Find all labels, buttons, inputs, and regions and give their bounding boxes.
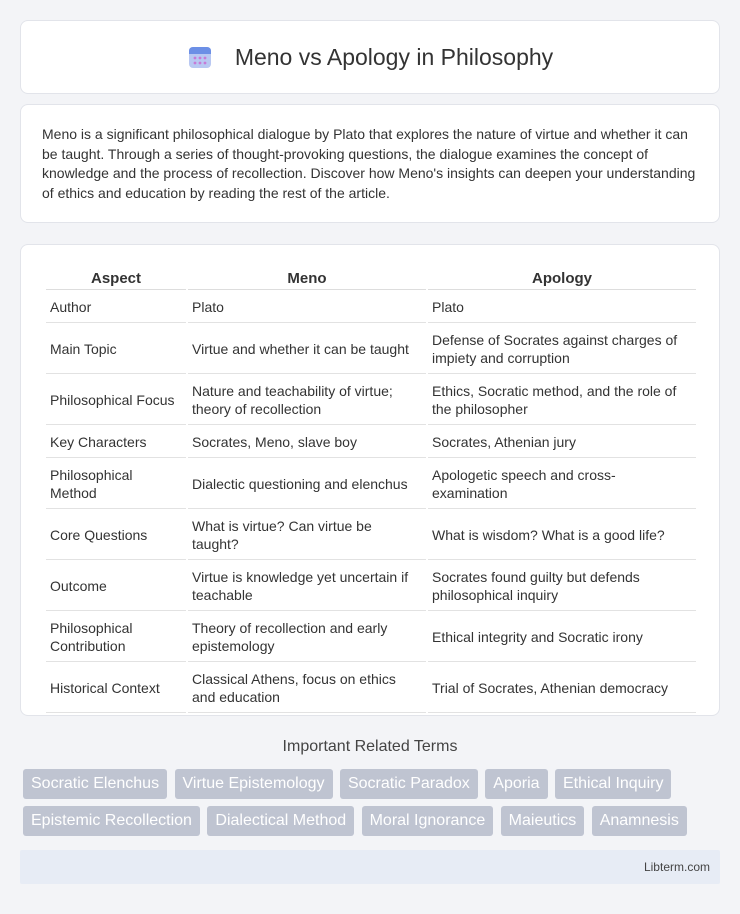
cell-apology: Socrates, Athenian jury xyxy=(428,427,696,458)
related-term-tag[interactable]: Moral Ignorance xyxy=(362,806,494,836)
header-meno: Meno xyxy=(188,267,426,290)
cell-meno: Socrates, Meno, slave boy xyxy=(188,427,426,458)
table-row xyxy=(46,325,696,374)
cell-apology: What is wisdom? What is a good life? xyxy=(428,511,696,560)
cell-meno: Theory of recollection and early epistemology xyxy=(188,613,426,662)
cell-apology: Trial of Socrates, Athenian democracy xyxy=(428,664,696,713)
related-term-tag[interactable]: Anamnesis xyxy=(592,806,687,836)
table-row xyxy=(46,562,696,611)
cell-apology: Defense of Socrates against charges of impiety and corruption xyxy=(428,325,696,374)
related-term-tag[interactable]: Dialectical Method xyxy=(207,806,354,836)
cell-aspect: Philosophical Contribution xyxy=(46,613,186,662)
footer-link[interactable]: Libterm.com xyxy=(643,860,710,874)
cell-aspect: Philosophical Method xyxy=(46,460,186,509)
related-term-tag[interactable]: Socratic Elenchus xyxy=(23,769,167,799)
header-aspect: Aspect xyxy=(46,267,186,290)
cell-aspect: Core Questions xyxy=(46,511,186,560)
cell-meno: Virtue and whether it can be taught xyxy=(188,325,426,374)
cell-meno: Virtue is knowledge yet uncertain if teachable xyxy=(188,562,426,611)
comparison-table xyxy=(44,265,698,715)
related-term-tag[interactable]: Socratic Paradox xyxy=(340,769,478,799)
related-term-tag[interactable]: Maieutics xyxy=(501,806,585,836)
header-apology: Apology xyxy=(428,267,696,290)
related-term-tag[interactable]: Epistemic Recollection xyxy=(23,806,200,836)
table-header-row xyxy=(46,267,696,290)
cell-aspect: Main Topic xyxy=(46,325,186,374)
cell-meno: Plato xyxy=(188,292,426,323)
calendar-grid-icon xyxy=(187,44,213,70)
cell-aspect: Outcome xyxy=(46,562,186,611)
intro-text: Meno is a significant philosophical dialogue by Plato that explores the nature of virtue and whether it can be taught. Through a series of thought-provoking questions, the dialogue examines the concept of knowledge and the process of recollection. Discover how Meno's insights can deepen your understanding of ethics and education by reading the rest of the article. xyxy=(42,126,696,201)
related-term-tag[interactable]: Aporia xyxy=(485,769,547,799)
intro-card xyxy=(20,104,720,223)
cell-apology: Apologetic speech and cross-examination xyxy=(428,460,696,509)
table-row xyxy=(46,376,696,425)
cell-aspect: Key Characters xyxy=(46,427,186,458)
cell-apology: Socrates found guilty but defends philosophical inquiry xyxy=(428,562,696,611)
table-row xyxy=(46,664,696,713)
title-card xyxy=(20,20,720,94)
table-row xyxy=(46,292,696,323)
comparison-card xyxy=(20,244,720,716)
cell-apology: Ethics, Socratic method, and the role of the philosopher xyxy=(428,376,696,425)
cell-meno: Classical Athens, focus on ethics and education xyxy=(188,664,426,713)
cell-aspect: Author xyxy=(46,292,186,323)
related-terms-title: Important Related Terms xyxy=(282,738,458,755)
cell-meno: What is virtue? Can virtue be taught? xyxy=(188,511,426,560)
table-row xyxy=(46,511,696,560)
table-row xyxy=(46,427,696,458)
cell-meno: Nature and teachability of virtue; theory of recollection xyxy=(188,376,426,425)
related-term-tag[interactable]: Ethical Inquiry xyxy=(555,769,672,799)
cell-meno: Dialectic questioning and elenchus xyxy=(188,460,426,509)
cell-aspect: Historical Context xyxy=(46,664,186,713)
table-row xyxy=(46,613,696,662)
table-row xyxy=(46,460,696,509)
related-term-tag[interactable]: Virtue Epistemology xyxy=(175,769,333,799)
cell-aspect: Philosophical Focus xyxy=(46,376,186,425)
footer xyxy=(20,850,720,884)
page-title: Meno vs Apology in Philosophy xyxy=(234,43,554,70)
cell-apology: Ethical integrity and Socratic irony xyxy=(428,613,696,662)
cell-apology: Plato xyxy=(428,292,696,323)
related-terms-list xyxy=(23,769,723,843)
